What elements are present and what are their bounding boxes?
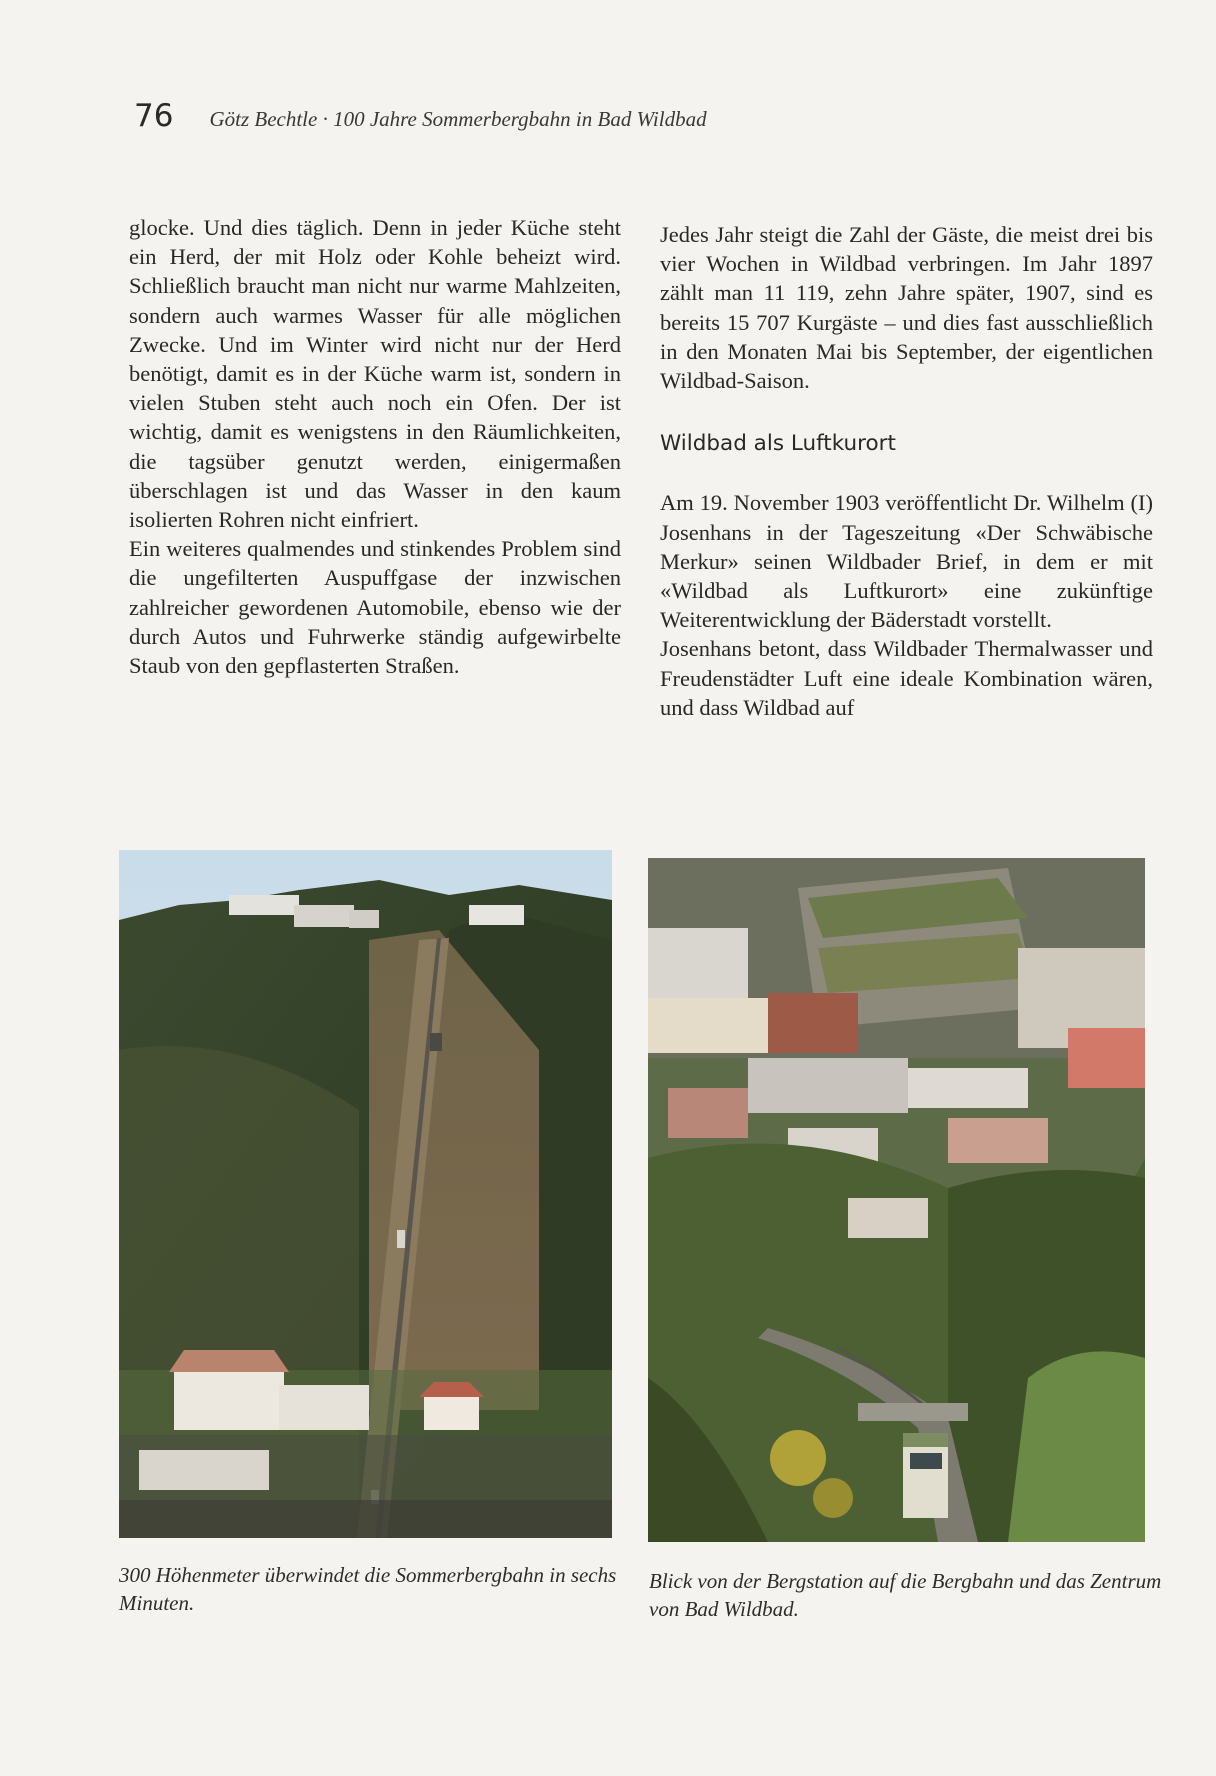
page-number: 76: [134, 98, 174, 134]
section-heading: Wildbad als Luftkurort: [660, 431, 896, 457]
right-paragraph-1: Jedes Jahr steigt die Zahl der Gäste, die meist drei bis vier Wochen in Wildbad verbringen. Im Jahr 1897 zählt man 11 119, zehn Jahre später, 1907, sind es bereits 15 707 Kurgäste – und dies fast ausschließlich in den Monaten Mai bis September, der eigentlichen Wildbad-Saison.: [660, 222, 1153, 394]
page-header: [134, 98, 707, 134]
left-paragraph-2: Ein weiteres qualmendes und stinkendes Problem sind die ungefilterten Auspuffgase der inzwischen zahlreicher gewordenen Automobile, ebenso wie der durch Autos und Fuhrwerke ständig aufgewirbelte Staub von den gepflasterten Straßen.: [129, 536, 621, 679]
running-head: Götz Bechtle · 100 Jahre Sommerbergbahn in Bad Wildbad: [209, 107, 707, 131]
caption-left: 300 Höhenmeter überwindet die Sommerbergbahn in sechs Minuten.: [119, 1563, 617, 1615]
left-text-column: [129, 213, 621, 680]
funicular-hillside-image: [119, 850, 612, 1538]
left-paragraph-1: glocke. Und dies täglich. Denn in jeder Küche steht ein Herd, der mit Holz oder Kohle beheizt wird. Schließlich braucht man nicht nur warme Mahlzeiten, sondern auch warmes Wasser für alle möglichen Zwecke. Und im Winter wird nicht nur der Herd benötigt, damit es in der Küche warm ist, sondern in vielen Stuben steht auch noch ein Ofen. Der ist wichtig, damit es wenigstens in den Räumlichkeiten, die tagsüber genutzt werden, einigermaßen überschlagen ist und das Wasser in den kaum isolierten Rohren nicht einfriert.: [129, 215, 621, 533]
right-paragraph-2: Am 19. November 1903 veröffentlicht Dr. Wilhelm (I) Josenhans in der Tageszeitung «Der Schwäbische Merkur» seinen Wildbader Brief, in dem er mit «Wildbad als Luftkurort» eine zukünftige Weiterentwicklung der Bäderstadt vorstellt.: [660, 490, 1153, 633]
right-paragraph-3: Josenhans betont, dass Wildbader Thermalwasser und Freudenstädter Luft eine ideale Kombination wären, und dass Wildbad auf: [660, 636, 1153, 720]
caption-right: Blick von der Bergstation auf die Bergbahn und das Zentrum von Bad Wildbad.: [649, 1569, 1162, 1621]
town-view-image: [648, 858, 1145, 1542]
photo-funicular-hillside: [119, 850, 612, 1538]
photo-town-view: [648, 858, 1145, 1542]
right-text-column: [660, 220, 1153, 722]
